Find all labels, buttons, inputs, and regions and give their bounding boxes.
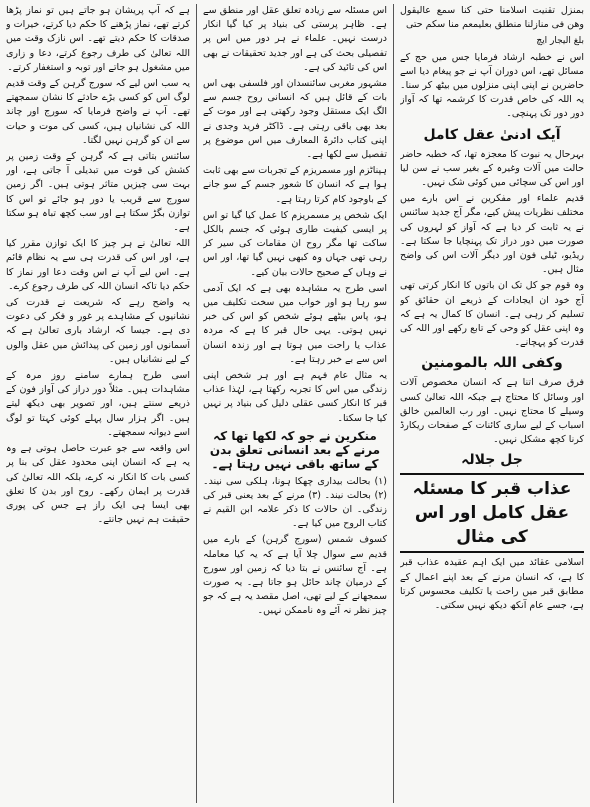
section-heading: وکفی اللہ بالمومنین [421,355,563,372]
paragraph: اسی طرح ہمارے سامنے روز مرہ کے مشاہدات ہیں۔ مثلاً دور دراز کی آواز فون کے ذریعے سنتے ہیں، اور تصویر بھی دیکھ لیتے ہیں۔ اگر ہزار سال پہلے کوئی کہتا تو لوگ اسے دیوانہ سمجھتے۔ [6,370,190,438]
subheading: منکرین نے جو کہ لکھا تھا کہ مرنے کے بعد انسانی تعلق بدن کے ساتھ باقی نہیں رہتا ہے۔ [209,428,381,472]
paragraph: اس نے خطبہ ارشاد فرمایا جس میں حج کے مسائل تھے، اس دوران آپ نے جو پیغام دیا اسے حاضرین نے اپنی اپنی منزلوں میں بیٹھ کر سنا۔ یہ اللہ کی خاص قدرت کا کرشمہ تھا کہ آواز دور دور تک پہنچی۔ [400,51,584,120]
section-heading: جل جلالہ [461,452,523,469]
paragraph: ہپناٹزم اور مسمریزم کے تجربات سے بھی ثابت ہوا ہے کہ انسان کا شعور جسم کے سو جانے کے باوجود کام کرتا رہتا ہے۔ [203,165,387,205]
paragraph: سائنس بتاتی ہے کہ گرہن کے وقت زمین پر کشش کی قوت میں تبدیلی آ جاتی ہے، اور بہت سی چیزیں متاثر ہوتی ہیں۔ اگر زمین سورج سے قریب یا دور ہو جائے تو اس کا توازن بگڑ سکتا ہے اور سب کچھ تباہ ہو سکتا ہے۔ [6,151,190,234]
paragraph: بہرحال یہ نبوت کا معجزہ تھا، کہ خطبہ حاضر حالت میں آلات وغیرہ کے بغیر سب نے سن لیا اور اس کی سچائی میں کوئی شک نہیں۔ [400,148,584,189]
paragraph: اسلامی عقائد میں ایک اہم عقیدہ عذاب قبر کا ہے، کہ انسان مرنے کے بعد اپنے اعمال کے مطابق قبر میں راحت یا تکلیف محسوس کرتا ہے، جسے عام آنکھ دیکھ نہیں سکتی۔ [400,557,584,612]
column-middle [203,4,387,803]
paragraph: یہ سب اس لیے کہ سورج گرہن کے وقت قدیم لوگ اس کو کسی بڑے حادثے کا نشان سمجھتے تھے۔ آپ نے واضح فرمایا کہ سورج اور چاند اللہ کی نشانیاں ہیں، کسی کی موت و حیات سے ان کو گرہن نہیں لگتا۔ [6,78,190,146]
paragraph: اللہ تعالیٰ نے ہر چیز کا ایک توازن مقرر کیا ہے، اور اس کی قدرت ہی سے یہ نظام قائم ہے۔ اس لیے آپ نے اس وقت دعا اور نماز کا حکم دیا تاکہ انسان اللہ کی طرف رجوع کرے۔ [6,238,190,292]
paragraph: بمنزل تقنیت اسلامنا حتی کنا سمع عالیقول وھن فی منازلنا منطلق بعلیمعم منا سکم حتی [400,5,584,31]
paragraph: اسی طرح یہ مشاہدہ بھی ہے کہ ایک آدمی سو رہا ہو اور خواب میں سخت تکلیف میں ہو، پاس بیٹھے ہوئے شخص کو اس کی خبر نہیں ہوتی۔ یہی حال قبر کا ہے کہ مردہ عذاب یا راحت میں ہوتا ہے اور زندہ انسان اس سے بے خبر رہتا ہے۔ [203,282,387,365]
paragraph: اس واقعہ سے جو عبرت حاصل ہوتی ہے وہ یہ ہے کہ انسان اپنی محدود عقل کی بنا پر کسی بات کا انکار نہ کرے، بلکہ اللہ تعالیٰ کی قدرت پر ایمان رکھے۔ روح اور بدن کا تعلق بھی ایسا ہی ایک راز ہے جس کی پوری حقیقت ہم نہیں جانتے۔ [6,443,190,526]
section-heading: آیک ادنیٰ عقل کامل [423,126,561,143]
paragraph: کسوف شمس (سورج گرہن) کے بارے میں قدیم سے سوال چلا آیا ہے کہ یہ کیا معاملہ ہے۔ آج سائنس نے بتا دیا کہ زمین اور سورج کے درمیان چاند حائل ہو جاتا ہے۔ یہ صورت سمجھانے کے لیے تھی، اصل مقصد یہ ہے کہ جو چیز نظر نہ آئے وہ ناممکن نہیں۔ [203,534,387,617]
column-divider [393,4,394,803]
paragraph: فرق صرف اتنا ہے کہ انسان مخصوص آلات اور وسائل کا محتاج ہے جبکہ اللہ تعالیٰ کسی وسیلے کا محتاج نہیں۔ اور رب العالمین خالق اسباب کے لیے ساری کائنات کے صفحات ریکارڈ کرنا کچھ مشکل نہیں۔ [400,377,584,446]
section-title: عذاب قبر کا مسئلہ عقل کامل اور اس کی مثال [400,473,584,553]
paragraph: یہ واضح رہے کہ شریعت نے قدرت کی نشانیوں کے مشاہدے پر غور و فکر کی دعوت دی ہے۔ جیسا کہ ارشاد باری تعالیٰ ہے کہ آسمانوں اور زمین کی پیدائش میں عقل والوں کے لیے نشانیاں ہیں۔ [6,297,190,365]
paragraph: یہ مثال عام فہم ہے اور ہر شخص اپنی زندگی میں اس کا تجربہ رکھتا ہے، لہٰذا عذاب قبر کا انکار کسی عقلی دلیل کی بنیاد پر نہیں کیا جا سکتا۔ [203,370,387,424]
paragraph: مشہور مغربی سائنسدان اور فلسفی بھی اس بات کے قائل ہیں کہ انسانی روح جسم سے الگ ایک مستقل وجود رکھتی ہے اور موت کے بعد بھی باقی رہتی ہے۔ ڈاکٹر فرید وجدی نے اپنی کتاب دائرۃ المعارف میں اس موضوع پر تفصیل سے لکھا ہے۔ [203,78,387,161]
paragraph: اس مسئلہ سے زیادہ تعلق عقل اور منطق سے ہے۔ ظاہر پرستی کی بنیاد پر کیا گیا انکار درست نہیں۔ علماء نے ہر دور میں اس پر تفصیلی بحث کی ہے اور جدید تحقیقات نے بھی اس کی تائید کی ہے۔ [203,5,387,73]
paragraph: (۱) بحالت بیداری چھکا ہونا، ہلکی سی نیند۔ (۲) بحالت نیند۔ (۳) مرنے کے بعد یعنی قبر کی زندگی۔ ان حالات کا ذکر علامہ ابن القیم نے کتاب الروح میں کیا ہے۔ [203,475,387,530]
paragraph: ایک شخص پر مسمریزم کا عمل کیا گیا تو اس پر ایسی کیفیت طاری ہوئی کہ جسم بالکل ساکت تھا مگر روح ان مقامات کی سیر کر رہی تھی جہاں وہ کبھی نہیں گیا تھا، اور اس نے وہاں کے صحیح حالات بیان کیے۔ [203,209,387,278]
column-right [400,4,584,803]
column-divider [196,4,197,803]
column-left [6,4,190,803]
paragraph: ہے کہ آپ پریشان ہو جاتے ہیں تو نماز پڑھا کرتے تھے، نماز پڑھنے کا حکم دیا کرتے، خیرات و صدقات کا حکم دیتے تھے۔ اس نازک وقت میں اللہ تعالیٰ کی طرف رجوع کرتے، دعا و زاری میں مشغول ہو جاتے اور توبہ و استغفار کرتے۔ [6,5,190,73]
paragraph: وہ قوم جو کل تک ان باتوں کا انکار کرتی تھی آج خود ان ایجادات کے ذریعے ان حقائق کو تسلیم کر رہی ہے۔ انسان کا کمال یہ ہے کہ وہ اپنی عقل کو وحی کے تابع رکھے اور اللہ کی قدرت کو پہچانے۔ [400,280,584,349]
paragraph: قدیم علماء اور مفکرین نے اس بارے میں مختلف نظریات پیش کیے، مگر آج جدید سائنس نے یہ ثابت کر دیا ہے کہ آواز کو لہروں کی صورت میں دور دراز تک پہنچایا جا سکتا ہے۔ ریڈیو، ٹیلی فون اور دیگر آلات اس کی واضح مثال ہیں۔ [400,193,584,276]
reference: بلغ الیجار ایچ [536,36,584,47]
